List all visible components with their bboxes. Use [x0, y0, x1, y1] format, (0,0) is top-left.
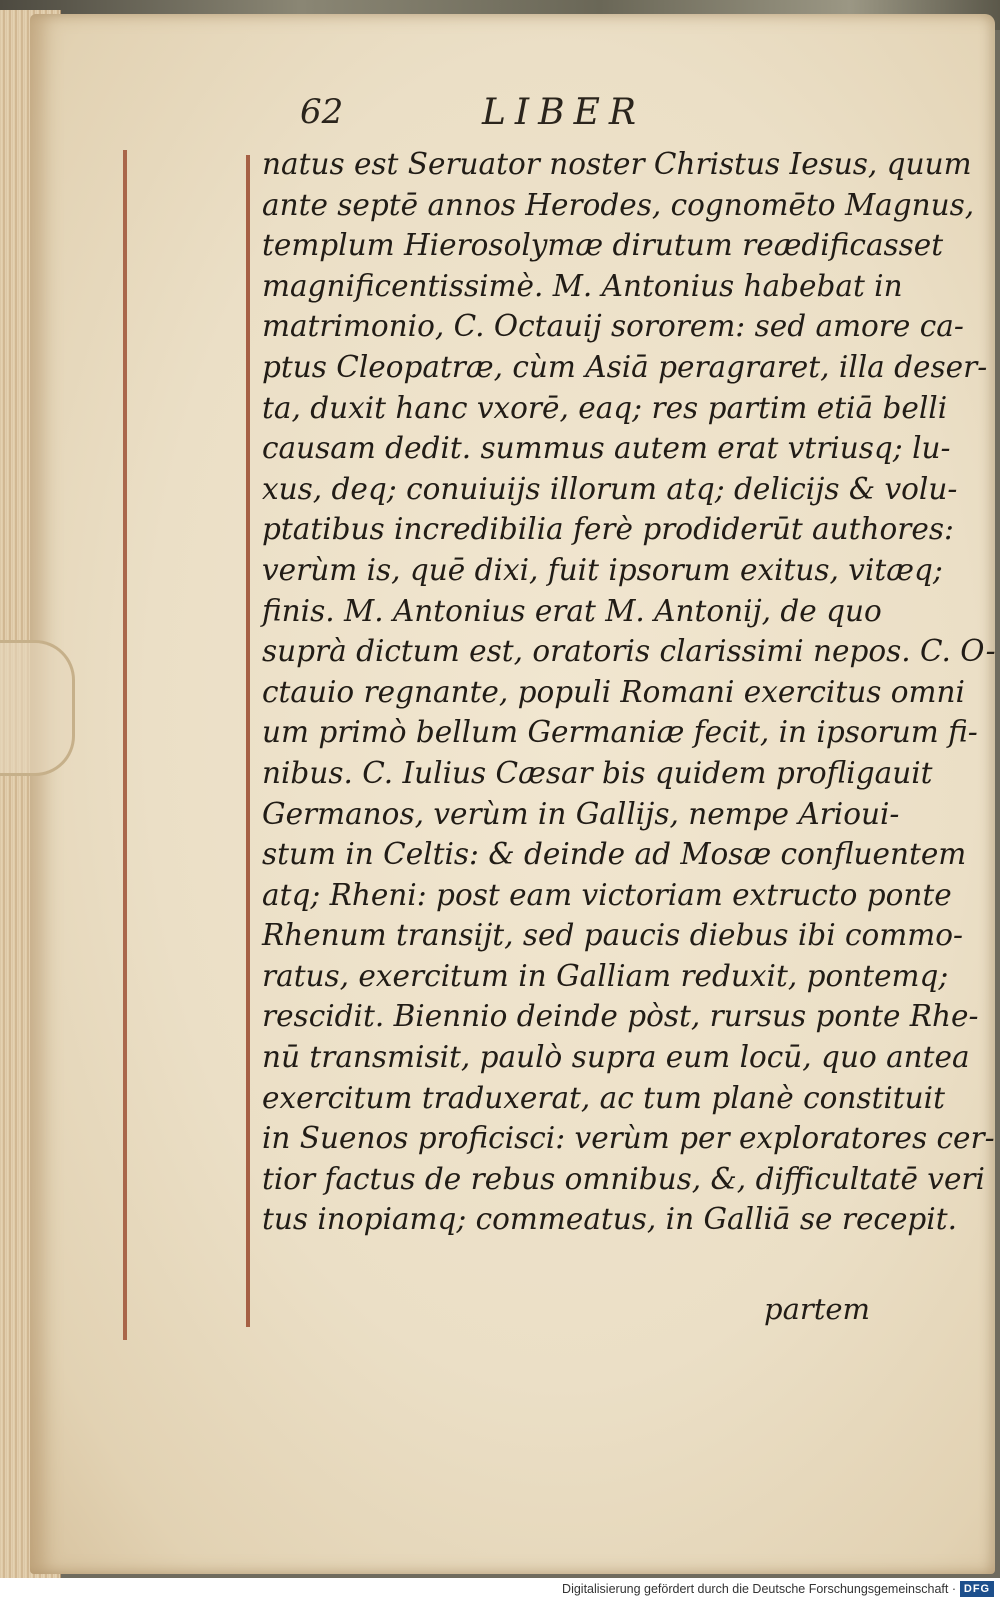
running-title: LIBER — [482, 92, 645, 133]
text-line: ante septē annos Herodes, cognomēto Magnus, — [262, 187, 975, 222]
text-line: templum Hierosolymæ dirutum reædificasset — [262, 228, 944, 263]
page-number: 62 — [300, 92, 344, 132]
text-line: nū transmisit, paulò supra eum locū, quo antea — [262, 1040, 970, 1075]
text-line: ctauio regnante, populi Romani exercitus omni — [262, 674, 965, 709]
text-line: ratus, exercitum in Galliam reduxit, pontemq; — [262, 958, 949, 993]
catchword: partem — [764, 1292, 871, 1326]
text-line: matrimonio, C. Octauij sororem: sed amore ca- — [262, 309, 964, 344]
text-line: ta, duxit hanc vxorē, eaq; res partim etiā belli — [262, 390, 948, 425]
margin-rule-outer — [123, 150, 127, 1340]
page-tab-marker — [0, 640, 75, 776]
text-line: nibus. C. Iulius Cæsar bis quidem profligauit — [262, 755, 933, 790]
body-text — [262, 144, 996, 1240]
text-line: ptatibus incredibilia ferè prodiderūt authores: — [262, 512, 954, 547]
running-head — [300, 92, 720, 142]
dfg-logo: DFG — [960, 1581, 994, 1597]
text-line: ptus Cleopatræ, cùm Asiā peragraret, illa deser- — [262, 349, 988, 384]
text-line: um primò bellum Germaniæ fecit, in ipsorum fi- — [262, 715, 978, 750]
text-line: Germanos, verùm in Gallijs, nempe Arioui- — [262, 796, 900, 831]
text-line: tior factus de rebus omnibus, &, difficultatē veri — [262, 1161, 985, 1196]
text-line: exercitum traduxerat, ac tum planè constituit — [262, 1080, 945, 1115]
text-line: Rhenum transijt, sed paucis diebus ibi commo- — [262, 918, 963, 953]
text-line: xus, deq; conuiuijs illorum atq; delicijs & volu- — [262, 471, 958, 506]
text-line: verùm is, quē dixi, fuit ipsorum exitus, vitæq; — [262, 552, 943, 587]
text-line: magnificentissimè. M. Antonius habebat in — [262, 268, 903, 303]
text-line: natus est Seruator noster Christus Iesus, quum — [262, 147, 972, 181]
text-line: in Suenos proficisci: verùm per exploratores cer- — [262, 1121, 995, 1156]
funding-credit: Digitalisierung gefördert durch die Deutsche Forschungsgemeinschaft · — [562, 1582, 956, 1596]
text-line: rescidit. Biennio deinde pòst, rursus ponte Rhe- — [262, 999, 979, 1034]
text-line: stum in Celtis: & deinde ad Mosæ confluentem — [262, 837, 967, 872]
margin-rule-inner — [246, 155, 250, 1327]
text-line: atq; Rheni: post eam victoriam extructo ponte — [262, 877, 952, 912]
text-line: causam dedit. summus autem erat vtriusq; lu- — [262, 431, 951, 466]
text-line: tus inopiamq; commeatus, in Galliā se recepit. — [262, 1202, 957, 1237]
text-line: suprà dictum est, oratoris clarissimi nepos. C. O- — [262, 634, 996, 669]
text-line: finis. M. Antonius erat M. Antonij, de quo — [262, 593, 882, 628]
